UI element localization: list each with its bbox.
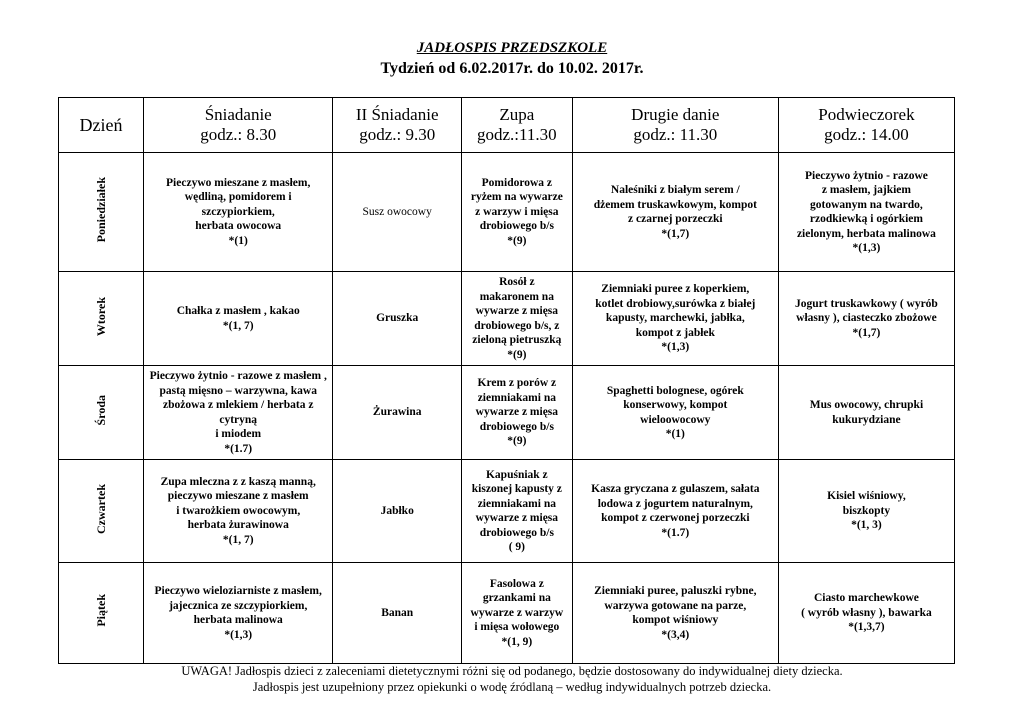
breakfast-line: Pieczywo wieloziarniste z masłem, [154,585,322,597]
snack-cell [778,366,954,460]
snack-line: Jogurt truskawkowy ( wyrób [795,297,938,310]
main-line: kompot z czerwonej porzeczki [601,512,750,524]
breakfast-line: wędliną, pomidorem i szczypiorkiem, [184,191,292,218]
soup-line: wywarze z warzyw [470,606,564,619]
table-row [59,460,955,563]
breakfast-line: i miodem [215,428,262,440]
week-range: Tydzień od 6.02.2017r. do 10.02. 2017r. [380,60,644,77]
breakfast-line: herbata owocowa [195,220,282,233]
soup-line: drobiowego b/s [479,420,554,433]
breakfast-line: pieczywo mieszane z masłem [167,490,309,503]
soup-line: Rosół z [499,276,535,288]
day-label: Wtorek [93,296,108,336]
soup-line: z warzyw i mięsa [475,205,559,218]
second-breakfast-cell [333,272,461,366]
breakfast-line: herbata żurawinowa [187,519,289,532]
second-breakfast-cell [333,460,461,563]
breakfast-cell [143,460,333,563]
main-line: lodowa z jogurtem naturalnym, [597,497,753,510]
snack-line: *(1,3) [852,242,881,254]
menu-title: JADŁOSPIS PRZEDSZKOLE [416,40,608,56]
soup-line: ziemniakami na [477,497,556,510]
soup-cell [461,153,572,272]
soup-cell [461,366,572,460]
main-cell [572,563,778,664]
day-label: Poniedziałek [93,177,108,243]
soup-line: grzankami na [482,592,551,605]
soup-line: Kapuśniak z [485,468,548,481]
header-second-breakfast-label: II Śniadanie [355,105,439,124]
day-cell [59,366,144,460]
snack-line: zielonym, herbata malinowa [796,227,936,240]
main-line: *(1,7) [661,227,690,240]
second-breakfast-line: Susz owocowy [362,205,432,218]
header-snack [778,98,954,153]
breakfast-line: *(1,3) [224,628,253,641]
main-line: wieloowocowy [640,413,711,426]
main-line: kompot z jabłek [635,326,715,339]
main-line: kotlet drobiowy,surówka z białej [595,297,756,310]
soup-line: drobiowego b/s [479,220,554,233]
main-line: Ziemniaki puree z koperkiem, [601,283,750,296]
snack-line: *(1, 3) [851,519,882,532]
snack-cell [778,272,954,366]
breakfast-line: herbata malinowa [193,614,283,626]
soup-line: drobiowego b/s, z [474,319,560,332]
day-cell [59,460,144,563]
second-breakfast-cell [333,366,461,460]
day-cell [59,153,144,272]
breakfast-line: i twarożkiem owocowym, [176,504,301,517]
breakfast-line: Pieczywo mieszane z masłem, [166,176,311,189]
snack-line: gotowanym na twardo, [810,198,923,211]
soup-line: wywarze z mięsa [475,305,559,317]
second-breakfast-line: Żurawina [372,406,422,419]
table-row [59,153,955,272]
soup-line: drobiowego b/s [479,526,554,539]
header-second-breakfast [333,98,461,153]
main-line: Naleśniki z białym serem / [610,184,740,196]
second-breakfast-cell [333,153,461,272]
breakfast-line: jajecznica ze szczypiorkiem, [169,599,308,612]
soup-line: wywarze z mięsa [475,406,559,419]
header-soup [461,98,572,153]
main-line: *(1.7) [661,526,690,539]
soup-cell [461,563,572,664]
soup-cell [461,272,572,366]
main-line: *(1,3) [661,341,690,354]
header-breakfast [143,98,333,153]
breakfast-line: *(1, 7) [222,319,254,332]
day-label: Piątek [93,594,108,628]
second-breakfast-line: Gruszka [376,312,419,325]
day-cell [59,563,144,664]
soup-line: makaronem na [479,290,554,303]
breakfast-line: *(1.7) [224,442,253,455]
snack-line: rzodkiewką i ogórkiem [809,213,923,225]
soup-line: *(9) [507,348,527,361]
soup-line: Pomidorowa z [481,176,553,189]
day-label: Środa [93,395,108,426]
soup-line: ( 9) [508,541,525,553]
day-label: Czwartek [93,483,108,534]
breakfast-line: Zupa mleczna z z kaszą manną, [160,475,316,488]
breakfast-cell [143,563,333,664]
main-line: Spaghetti bolognese, ogórek [606,384,744,397]
breakfast-cell [143,153,333,272]
breakfast-line: *(1, 7) [222,533,254,546]
main-line: Ziemniaki puree, paluszki rybne, [594,585,757,597]
main-line: kompot wiśniowy [632,614,719,626]
note-water: Jadłospis jest uzupełniony przez opiekunki o wodę źródlaną – według indywidualnych potrzeb dziecka. [252,680,772,694]
header-snack-time: godz.: 14.00 [824,125,909,144]
header-main-label: Drugie danie [631,105,720,124]
soup-line: zieloną pietruszką [472,334,562,346]
snack-line: kukurydziane [832,413,901,426]
second-breakfast-line: Jabłko [380,504,414,517]
breakfast-line: zbożowa z mlekiem / herbata z cytryną [163,399,314,426]
day-cell [59,272,144,366]
snack-line: Ciasto marchewkowe [814,592,919,605]
soup-line: i mięsa wołowego [474,621,560,634]
table-row [59,272,955,366]
main-line: z czarnej porzeczki [628,213,723,225]
soup-line: wywarze z mięsa [475,512,559,524]
header-soup-time: godz.:11.30 [477,125,557,144]
breakfast-cell [143,366,333,460]
header-snack-label: Podwieczorek [818,105,915,124]
soup-line: Fasolowa z [489,577,544,590]
second-breakfast-cell [333,563,461,664]
breakfast-line: pastą mięsno – warzywna, kawa [159,384,317,397]
header-breakfast-time: godz.: 8.30 [200,125,277,144]
main-line: dżemem truskawkowym, kompot [593,198,757,211]
breakfast-line: *(1) [228,234,248,247]
main-cell [572,460,778,563]
soup-cell [461,460,572,563]
snack-line: własny ), ciasteczko zbożowe [796,312,937,325]
snack-line: *(1,7) [852,326,881,339]
snack-line: Mus owocowy, chrupki [809,399,924,411]
header-main-time: godz.: 11.30 [633,125,718,144]
snack-line: biszkopty [842,504,891,517]
breakfast-cell [143,272,333,366]
main-line: Kasza gryczana z gulaszem, sałata [591,483,760,495]
main-line: *(1) [665,428,685,440]
snack-line: Pieczywo żytnio - razowe [804,169,928,182]
main-cell [572,272,778,366]
breakfast-line: Pieczywo żytnio - razowe z masłem , [149,370,327,382]
snack-cell [778,460,954,563]
soup-line: Krem z porów z [477,377,557,390]
main-cell [572,366,778,460]
soup-line: ziemniakami na [477,391,556,404]
menu-table [58,97,955,664]
snack-line: ( wyrób własny ), bawarka [801,606,932,619]
snack-cell [778,153,954,272]
main-cell [572,153,778,272]
snack-line: z masłem, jajkiem [821,184,911,196]
header-soup-label: Zupa [499,105,535,124]
breakfast-line: Chałka z masłem , kakao [176,305,300,317]
soup-line: *(1, 9) [501,635,533,648]
table-row [59,563,955,664]
soup-line: ryżem na wywarze [470,191,563,204]
header-row [59,98,955,153]
header-day: Dzień [59,98,144,153]
main-line: *(3,4) [661,628,690,641]
table-row [59,366,955,460]
snack-cell [778,563,954,664]
soup-line: kiszonej kapusty z [471,483,562,495]
header-second-breakfast-time: godz.: 9.30 [359,125,436,144]
second-breakfast-line: Banan [381,606,414,619]
header-main [572,98,778,153]
snack-line: *(1,3,7) [848,621,885,634]
snack-line: Kisiel wiśniowy, [827,490,906,503]
main-line: kapusty, marchewki, jabłka, [605,312,745,325]
soup-line: *(9) [507,435,527,448]
note-diet: UWAGA! Jadłospis dzieci z zaleceniami dietetycznymi różni się od podanego, będzie dostosowany do indywidualnej diety dziecka. [181,664,843,678]
soup-line: *(9) [507,234,527,247]
main-line: warzywa gotowane na parze, [604,599,747,612]
header-breakfast-label: Śniadanie [204,105,272,124]
main-line: konserwowy, kompot [623,399,728,411]
